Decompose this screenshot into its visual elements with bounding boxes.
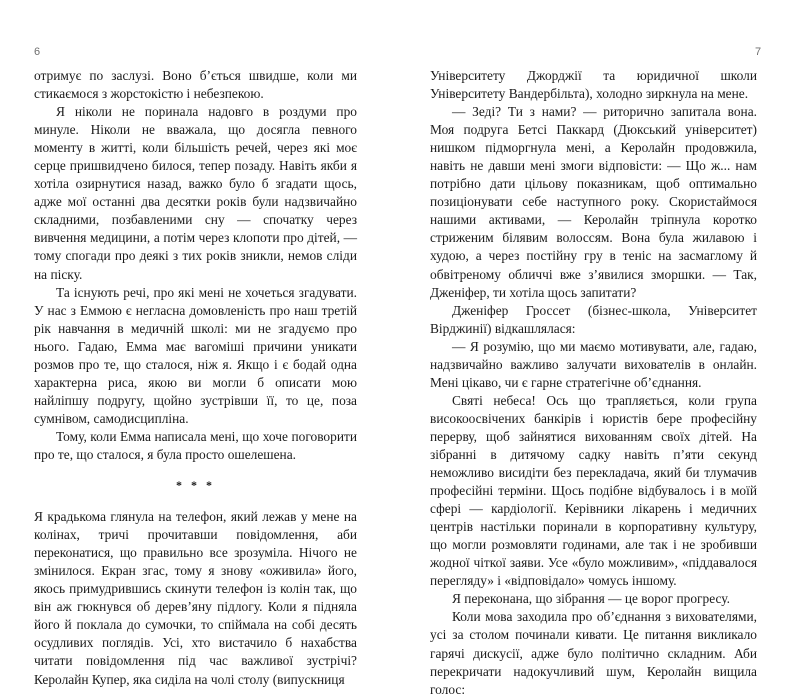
paragraph: Тому, коли Емма написала мені, що хоче поговорити про те, що сталося, я була просто ошелешена. — [34, 428, 357, 462]
paragraph: Університету Джорджії та юридичної школи Університету Вандербільта), холодно зиркнула на мене. — [430, 68, 757, 102]
paragraph: Я ніколи не поринала надовго в роздуми про минуле. Ніколи не вважала, що досягла певного моменту в житті, коли більшість речей, через які моє серце пришвидчено билося, тепер позаду. Навіть якби я хотіла озирнутися назад, важко було б згадати щось, адже мої останні два десятки років були надзвичайно складними, позбавленими сну — спочатку через вивчення медицини, а потім через клопоти про дітей, — тому спогади про деякі з тих років зникли, немов сліди на піску. — [34, 104, 357, 282]
paragraph: Святі небеса! Ось що трапляється, коли група високоосвічених банкірів і юристів бере професійну перерву, щоб зайнятися вихованням своїх дітей. На зібранні в дитячому садку навіть п’яти секунд неможливо висидіти без перекладача, який би тлумачив професійні терміни. Щось подібне відбувалось і в моїй сфері — кардіології. Керівники лікарень і медичних центрів настільки поринали в корпоративну культуру, що могли розмовляти годинами, але так і не зробивши жодної чіткої заяви. Усе «було можливим», «піддавалося перегляду» і «відповідало» чомусь іншому. — [430, 392, 757, 589]
section-separator: * * * — [176, 478, 215, 493]
paragraph: Я крадькома глянула на телефон, який лежав у мене на колінах, тричі прочитавши повідомлення, аби переконатися, що правильно все зрозуміла. Нічого не змінилося. Екран згас, тому я знову «оживила» його, якось примудрившись скинути телефон із колін так, що він аж гюкнувся об дерев’яну підлогу. Коли я підняла його й поклала до сумочки, то спіймала на собі десять осудливих поглядів. Усі, хто вистачило б нахабства читати повідомлення під час важливої зустрічі? Керолайн Купер, яка сиділа на чолі столу (випускниця — [34, 509, 357, 687]
paragraph: отримує по заслузі. Воно б’ється швидше, коли ми стикаємося з жорстокістю і небезпекою. — [34, 68, 357, 102]
page-number-right: 7 — [755, 46, 762, 58]
paragraph: Я переконана, що зібрання — це ворог прогресу. — [452, 591, 730, 607]
paragraph: Дженіфер Гроссет (бізнес-школа, Університет Вірджинії) відкашлялася: — [430, 302, 757, 336]
page-number-left: 6 — [34, 46, 41, 58]
paragraph: Коли мова заходила про об’єднання з вихователями, усі за столом починали кивати. Це питання викликало гарячі дискусії, адже було політично складним. Аби перекричати надокучливий шум, Керолайн вищила голос: — [430, 609, 757, 697]
paragraph: — Я розумію, що ми маємо мотивувати, але, гадаю, надзвичайно важливо залучати вихователів в онлайн. Мені цікаво, чи є гарне стратегічне об’єднання. — [430, 338, 757, 390]
paragraph: — Зеді? Ти з нами? — риторично запитала вона. Моя подруга Бетсі Паккард (Дюкський університет) нишком підморгнула мені, а Керолайн продовжила, навіть не давши мені змоги відповісти: — Що ж... нам потрібно дати цільову показникам, щоб оптимально позиціонувати себе наступного року. Скористаймося нашими активами, — Керолайн тріпнула коротко стриженим білявим волоссям. Вона була жилавою і худою, а через постійну гру в теніс на засмаглому й обвітреному обличчі вже з’явилися зморшки. — Так, Дженіфер, ти хотіла щось запитати? — [430, 104, 757, 300]
right-page — [430, 67, 757, 699]
paragraph: Та існують речі, про які мені не хочеться згадувати. У нас з Еммою є негласна домовленість про наш третій рік навчання в медичній школі: ми не згадуємо про нього. Гадаю, Емма має вагоміші причини уникати розмов про те, що сталося, ніж я. Якщо і є бодай одна характерна риса, якою ви могли б описати мою найліпшу подругу, щойно зустрівши її, то це, поза сумнівом, самодисципліна. — [34, 284, 357, 426]
left-page — [34, 67, 357, 689]
